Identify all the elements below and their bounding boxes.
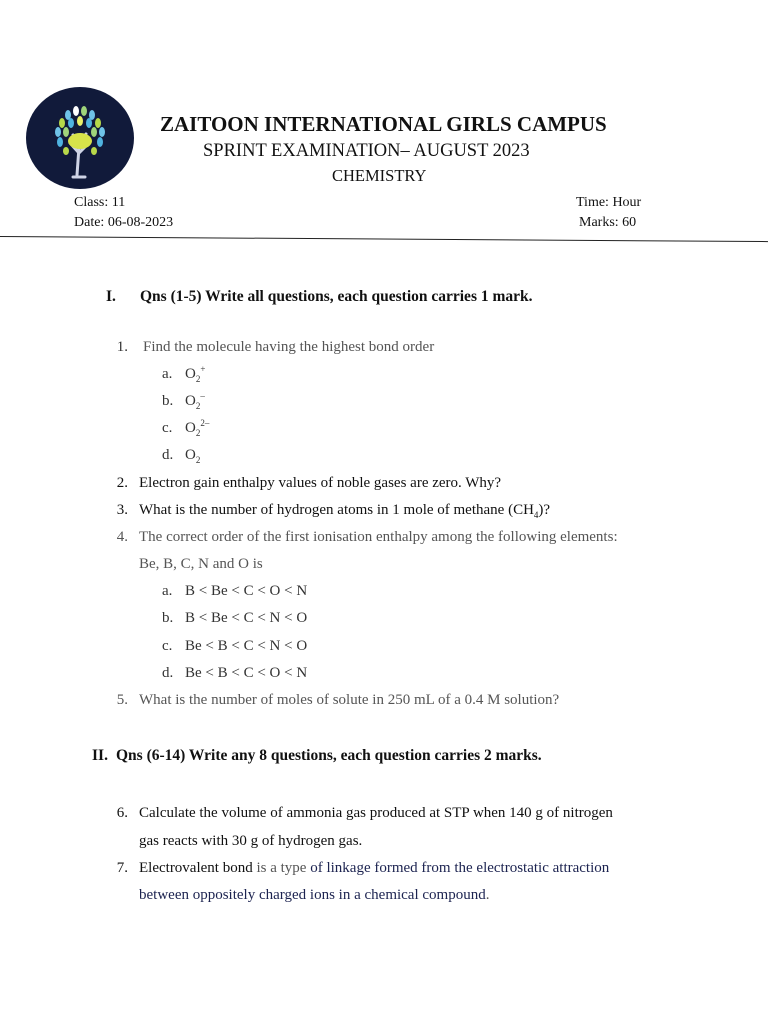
section-2-heading: Qns (6-14) Write any 8 questions, each question carries 2 marks. (116, 747, 542, 764)
option-letter: b. (162, 610, 174, 626)
question-5-number: 5. (116, 692, 128, 708)
section-1-numeral: I. (106, 288, 116, 305)
marks-label: Marks: 60 (579, 215, 637, 230)
option-formula: $O_2^-$ (185, 391, 205, 411)
question-1-text: Find the molecule having the highest bond order (143, 339, 435, 355)
option-letter: b. (162, 393, 174, 409)
question-3-text: What is the number of hydrogen atoms in 1 mole of methane $(CH_4)$? (139, 502, 551, 520)
option-letter: c. (162, 638, 173, 654)
question-1-number: 1. (116, 339, 128, 355)
question-7-line-1: Electrovalent bond is a type of linkage formed from the electrostatic attraction (139, 860, 610, 876)
time-label: Time: Hour (576, 195, 642, 210)
option-letter: c. (162, 420, 173, 436)
question-7-line-2: between oppositely charged ions in a chemical compound. (139, 887, 490, 903)
question-5-text: What is the number of moles of solute in 250 mL of a 0.4 M solution? (139, 692, 560, 708)
option-text: B < Be < C < N < O (185, 610, 308, 626)
question-6-number: 6. (116, 805, 128, 821)
option-text: Be < B < C < O < N (185, 665, 308, 681)
question-2-number: 2. (116, 475, 128, 491)
question-4-line-2: Be, B, C, N and O is (139, 556, 263, 572)
option-text: B < Be < C < O < N (185, 583, 308, 599)
question-4-line-1: The correct order of the first ionisation enthalpy among the following elements: (139, 529, 618, 545)
option-letter: a. (162, 366, 173, 382)
option-letter: a. (162, 583, 173, 599)
option-formula: $O_2$ (185, 447, 201, 465)
school-logo (26, 87, 134, 189)
option-letter: d. (162, 665, 174, 681)
question-6-line-1: Calculate the volume of ammonia gas produced at STP when 140 g of nitrogen (139, 805, 613, 821)
question-2-text: Electron gain enthalpy values of noble gases are zero. Why? (139, 475, 502, 491)
question-6-line-2: gas reacts with 30 g of hydrogen gas. (139, 833, 363, 849)
option-formula: $O_2^+$ (185, 364, 206, 384)
tree-icon (26, 87, 134, 189)
option-letter: d. (162, 447, 174, 463)
option-text: Be < B < C < N < O (185, 638, 308, 654)
section-1-heading: Qns (1-5) Write all questions, each question carries 1 mark. (140, 288, 533, 305)
subject-title: CHEMISTRY (332, 166, 427, 185)
section-2-numeral: II. (92, 747, 108, 764)
exam-title: SPRINT EXAMINATION– AUGUST 2023 (203, 141, 530, 161)
header-divider (0, 236, 768, 242)
question-4-number: 4. (116, 529, 128, 545)
school-name: ZAITOON INTERNATIONAL GIRLS CAMPUS (160, 112, 607, 136)
class-label: Class: 11 (74, 195, 126, 210)
question-3-number: 3. (116, 502, 128, 518)
question-7-number: 7. (116, 860, 128, 876)
date-label: Date: 06-08-2023 (74, 215, 174, 230)
option-formula: $O_2^{2-}$ (185, 418, 210, 438)
